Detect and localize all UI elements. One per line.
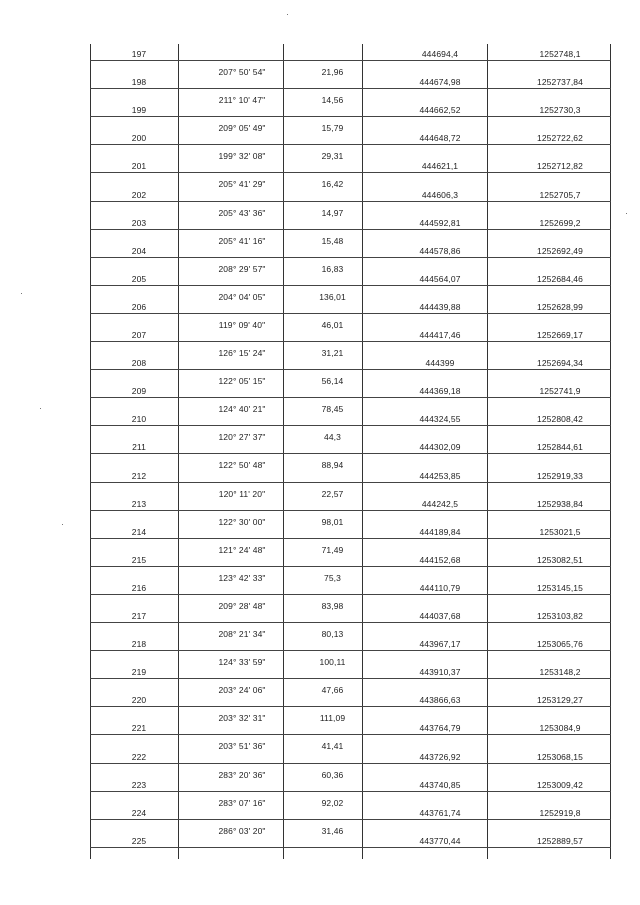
row-divider xyxy=(90,285,611,286)
segment-length-cell: 80,13 xyxy=(321,629,344,639)
x-coordinate-cell: 444324,55 xyxy=(419,414,461,425)
y-coordinate-cell: 1252694,34 xyxy=(537,358,583,369)
segment-length-cell: 111,09 xyxy=(319,713,346,724)
direction-angle-cell: 203° 32' 31" xyxy=(218,713,266,724)
x-coordinate-cell: 444564,07 xyxy=(419,273,461,284)
segment-length-cell: 15,79 xyxy=(321,123,344,134)
direction-angle-cell: 120° 27' 37" xyxy=(218,432,266,443)
direction-angle-cell: 199° 32' 08" xyxy=(218,151,266,162)
direction-angle-cell: 207° 50' 54" xyxy=(218,67,266,77)
direction-angle-cell: 122° 30' 00" xyxy=(218,516,266,527)
row-divider xyxy=(90,538,611,539)
direction-angle-cell: 121° 24' 48" xyxy=(218,544,266,555)
segment-length-cell: 56,14 xyxy=(321,376,344,387)
row-divider xyxy=(90,341,611,342)
direction-angle-cell: 203° 51' 36" xyxy=(218,741,266,752)
segment-length-cell: 22,57 xyxy=(321,488,344,499)
y-coordinate-cell: 1252737,84 xyxy=(537,77,583,88)
point-number-cell: 213 xyxy=(131,498,147,509)
y-coordinate-cell: 1252699,2 xyxy=(539,217,581,228)
x-coordinate-cell: 444302,09 xyxy=(419,442,461,453)
point-number-cell: 198 xyxy=(131,77,147,88)
point-number-cell: 202 xyxy=(131,189,147,200)
segment-length-cell: 100,11 xyxy=(319,657,346,668)
segment-length-cell: 136,01 xyxy=(319,291,346,302)
y-coordinate-cell: 1252919,8 xyxy=(539,807,581,818)
y-coordinate-cell: 1253129,27 xyxy=(537,695,583,706)
segment-length-cell: 31,21 xyxy=(321,348,344,358)
x-coordinate-cell: 444253,85 xyxy=(419,470,461,481)
x-coordinate-cell: 444592,81 xyxy=(419,217,461,228)
x-coordinate-cell: 444648,72 xyxy=(419,133,461,144)
direction-angle-cell: 204° 04' 05" xyxy=(218,291,266,302)
point-number-cell: 204 xyxy=(131,245,147,256)
row-divider xyxy=(90,397,611,398)
segment-length-cell: 75,3 xyxy=(324,572,341,583)
point-number-cell: 200 xyxy=(131,133,147,144)
direction-angle-cell: 211° 10' 47" xyxy=(218,95,266,106)
point-number-cell: 220 xyxy=(131,695,147,706)
point-number-cell: 207 xyxy=(131,330,147,340)
y-coordinate-cell: 1252808,42 xyxy=(537,414,583,425)
x-coordinate-cell: 443740,85 xyxy=(419,779,461,790)
x-coordinate-cell: 443764,79 xyxy=(419,723,461,734)
point-number-cell: 212 xyxy=(131,470,147,481)
segment-length-cell: 98,01 xyxy=(321,516,344,527)
x-coordinate-cell: 444621,1 xyxy=(421,161,459,172)
point-number-cell: 223 xyxy=(131,779,147,790)
segment-length-cell: 14,97 xyxy=(321,207,344,218)
direction-angle-cell: 124° 40' 21" xyxy=(218,404,266,415)
y-coordinate-cell: 1252705,7 xyxy=(539,189,581,200)
row-divider xyxy=(90,622,611,623)
point-number-cell: 205 xyxy=(131,273,147,284)
row-divider xyxy=(90,510,611,511)
y-coordinate-cell: 1253068,15 xyxy=(537,751,583,762)
x-coordinate-cell: 444674,98 xyxy=(419,77,461,88)
point-number-cell: 210 xyxy=(131,414,147,425)
segment-length-cell: 16,83 xyxy=(321,263,344,274)
segment-length-cell: 29,31 xyxy=(321,151,344,162)
row-divider xyxy=(90,763,611,764)
row-divider xyxy=(90,734,611,735)
row-divider xyxy=(90,144,611,145)
x-coordinate-cell: 444152,68 xyxy=(419,554,461,565)
direction-angle-cell: 205° 41' 16" xyxy=(218,235,266,246)
segment-length-cell: 31,46 xyxy=(321,825,344,836)
point-number-cell: 211 xyxy=(132,442,146,453)
y-coordinate-cell: 1252730,3 xyxy=(539,105,581,116)
segment-length-cell: 92,02 xyxy=(321,797,344,808)
x-coordinate-cell: 444662,52 xyxy=(419,105,461,116)
point-number-cell: 203 xyxy=(131,217,147,228)
y-coordinate-cell: 1253084,9 xyxy=(539,723,581,734)
point-number-cell: 221 xyxy=(131,723,147,734)
row-divider xyxy=(90,116,611,117)
direction-angle-cell: 286° 03' 20" xyxy=(218,825,266,836)
segment-length-cell: 21,96 xyxy=(321,67,344,77)
x-coordinate-cell: 444694,4 xyxy=(421,49,459,59)
row-divider xyxy=(90,706,611,707)
x-coordinate-cell: 443761,74 xyxy=(419,807,461,818)
point-number-cell: 219 xyxy=(131,667,147,678)
segment-length-cell: 88,94 xyxy=(321,460,344,471)
segment-length-cell: 15,48 xyxy=(321,235,344,246)
x-coordinate-cell: 444189,84 xyxy=(419,526,461,537)
scan-speck xyxy=(40,408,41,409)
y-coordinate-cell: 1252722,62 xyxy=(537,133,583,144)
segment-length-cell: 60,36 xyxy=(321,769,344,780)
point-number-cell: 225 xyxy=(131,835,147,846)
segment-length-cell: 71,49 xyxy=(321,544,344,555)
x-coordinate-cell: 444110,79 xyxy=(419,582,461,593)
point-number-cell: 214 xyxy=(131,526,147,537)
x-coordinate-cell: 443866,63 xyxy=(419,695,461,706)
x-coordinate-cell: 443967,17 xyxy=(419,639,461,650)
y-coordinate-cell: 1252712,82 xyxy=(537,161,583,172)
row-divider xyxy=(90,791,611,792)
y-coordinate-cell: 1253148,2 xyxy=(539,667,581,678)
x-coordinate-cell: 444369,18 xyxy=(419,386,461,397)
coordinate-table xyxy=(90,44,611,859)
x-coordinate-cell: 444399 xyxy=(425,358,455,369)
direction-angle-cell: 124° 33' 59" xyxy=(218,657,266,668)
point-number-cell: 209 xyxy=(131,386,147,397)
point-number-cell: 197 xyxy=(131,49,147,59)
segment-length-cell: 14,56 xyxy=(321,95,344,106)
y-coordinate-cell: 1252938,84 xyxy=(537,498,583,509)
x-coordinate-cell: 444606,3 xyxy=(421,189,459,200)
x-coordinate-cell: 444037,68 xyxy=(419,611,461,621)
y-coordinate-cell: 1252628,99 xyxy=(537,301,583,312)
scan-speck xyxy=(62,524,63,525)
y-coordinate-cell: 1253145,15 xyxy=(537,582,583,593)
x-coordinate-cell: 444417,46 xyxy=(419,330,461,340)
y-coordinate-cell: 1252669,17 xyxy=(537,330,583,340)
row-divider xyxy=(90,257,611,258)
row-divider xyxy=(90,60,611,61)
segment-length-cell: 46,01 xyxy=(321,319,344,330)
segment-length-cell: 44,3 xyxy=(324,432,341,443)
x-coordinate-cell: 444439,88 xyxy=(419,301,461,312)
point-number-cell: 199 xyxy=(131,105,147,116)
direction-angle-cell: 205° 41' 29" xyxy=(218,179,266,190)
row-divider xyxy=(90,819,611,820)
direction-angle-cell: 208° 21' 34" xyxy=(218,629,266,639)
row-divider xyxy=(90,425,611,426)
segment-length-cell: 41,41 xyxy=(321,741,344,752)
row-divider xyxy=(90,678,611,679)
table-row xyxy=(90,831,611,866)
row-divider xyxy=(90,594,611,595)
y-coordinate-cell: 1253065,76 xyxy=(537,639,583,650)
scan-speck xyxy=(287,14,288,15)
direction-angle-cell: 283° 20' 36" xyxy=(218,769,266,780)
x-coordinate-cell: 443910,37 xyxy=(419,667,461,678)
y-coordinate-cell: 1253103,82 xyxy=(537,611,583,621)
point-number-cell: 216 xyxy=(131,582,147,593)
y-coordinate-cell: 1253021,5 xyxy=(539,526,581,537)
point-number-cell: 208 xyxy=(131,358,147,369)
direction-angle-cell: 126° 15' 24" xyxy=(218,348,266,358)
segment-length-cell: 83,98 xyxy=(321,600,344,611)
direction-angle-cell: 120° 11' 20" xyxy=(218,488,266,499)
direction-angle-cell: 203° 24' 06" xyxy=(218,685,266,696)
point-number-cell: 218 xyxy=(131,639,147,650)
row-divider xyxy=(90,172,611,173)
y-coordinate-cell: 1252741,9 xyxy=(539,386,581,397)
row-divider xyxy=(90,313,611,314)
y-coordinate-cell: 1253082,51 xyxy=(537,554,583,565)
row-divider xyxy=(90,229,611,230)
direction-angle-cell: 123° 42' 33" xyxy=(218,572,266,583)
y-coordinate-cell: 1252692,49 xyxy=(537,245,583,256)
y-coordinate-cell: 1252844,61 xyxy=(537,442,583,453)
x-coordinate-cell: 443770,44 xyxy=(419,835,461,846)
segment-length-cell: 16,42 xyxy=(321,179,344,190)
direction-angle-cell: 209° 28' 48" xyxy=(218,600,266,611)
row-divider xyxy=(90,88,611,89)
scan-speck xyxy=(626,213,627,214)
x-coordinate-cell: 443726,92 xyxy=(419,751,461,762)
y-coordinate-cell: 1252684,46 xyxy=(537,273,583,284)
segment-length-cell: 47,66 xyxy=(321,685,344,696)
segment-length-cell: 78,45 xyxy=(321,404,344,415)
row-divider xyxy=(90,453,611,454)
direction-angle-cell: 209° 05' 49" xyxy=(218,123,266,134)
point-number-cell: 215 xyxy=(131,554,147,565)
scan-speck xyxy=(21,293,22,294)
direction-angle-cell: 122° 05' 15" xyxy=(218,376,266,387)
point-number-cell: 224 xyxy=(131,807,147,818)
point-number-cell: 206 xyxy=(131,301,147,312)
y-coordinate-cell: 1253009,42 xyxy=(537,779,583,790)
row-divider xyxy=(90,650,611,651)
direction-angle-cell: 122° 50' 48" xyxy=(218,460,266,471)
row-divider xyxy=(90,482,611,483)
y-coordinate-cell: 1252919,33 xyxy=(537,470,583,481)
row-divider xyxy=(90,847,611,848)
y-coordinate-cell: 1252748,1 xyxy=(539,49,581,59)
direction-angle-cell: 208° 29' 57" xyxy=(218,263,266,274)
row-divider xyxy=(90,369,611,370)
point-number-cell: 217 xyxy=(131,611,147,621)
direction-angle-cell: 119° 09' 40" xyxy=(218,319,266,330)
row-divider xyxy=(90,566,611,567)
direction-angle-cell: 283° 07' 16" xyxy=(218,797,266,808)
x-coordinate-cell: 444578,86 xyxy=(419,245,461,256)
direction-angle-cell: 205° 43' 36" xyxy=(218,207,266,218)
y-coordinate-cell: 1252889,57 xyxy=(537,835,583,846)
row-divider xyxy=(90,201,611,202)
x-coordinate-cell: 444242,5 xyxy=(421,498,459,509)
point-number-cell: 201 xyxy=(131,161,147,172)
point-number-cell: 222 xyxy=(131,751,147,762)
